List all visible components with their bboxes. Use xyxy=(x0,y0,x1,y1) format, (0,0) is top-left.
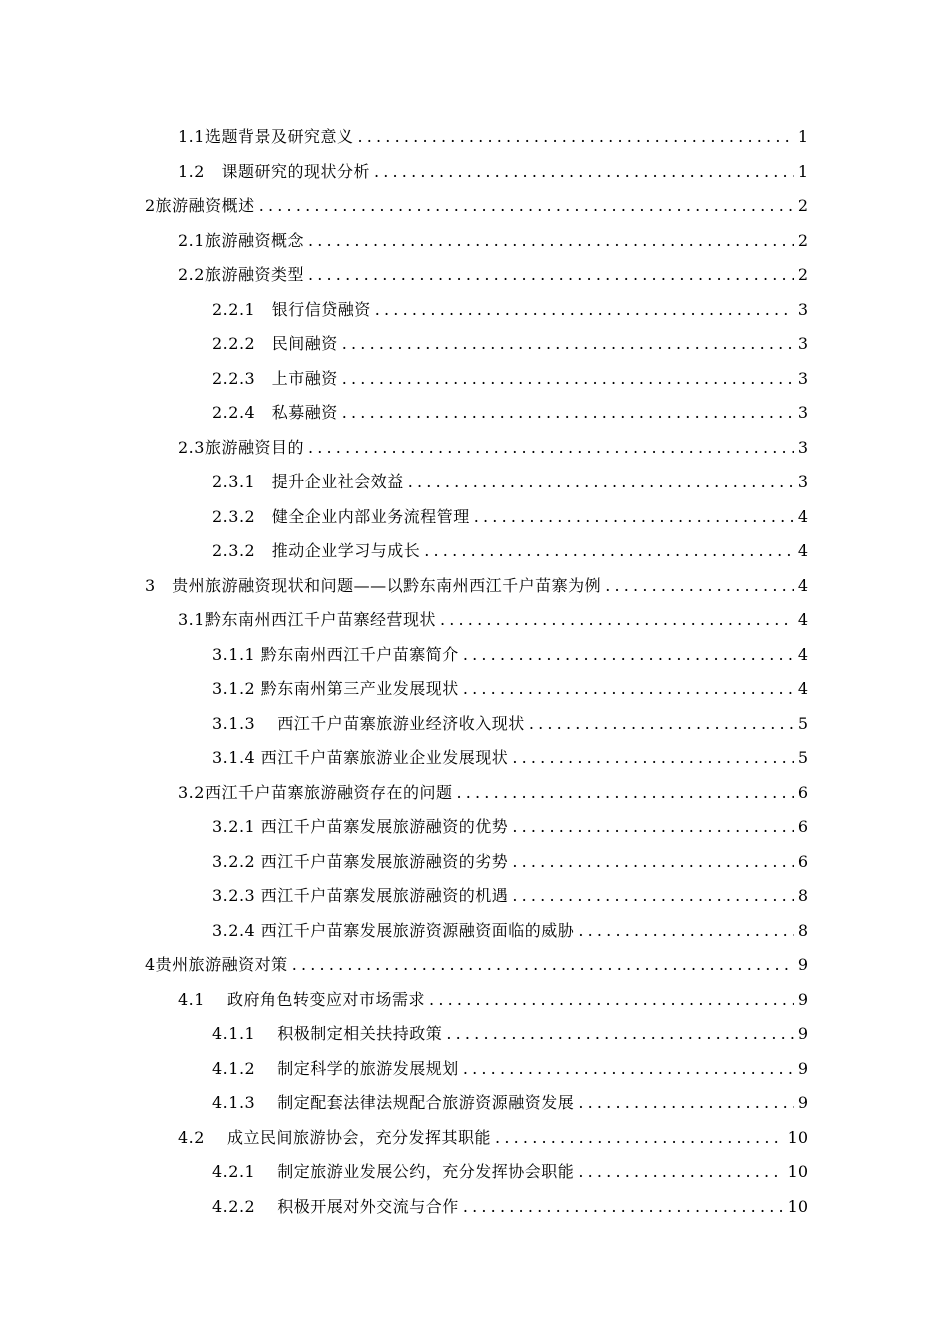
toc-dot-leader xyxy=(578,914,794,949)
toc-entry[interactable] xyxy=(212,1190,808,1225)
toc-entry-title: 4贵州旅游融资对策 xyxy=(145,955,288,974)
toc-entry-page-number: 9 xyxy=(797,989,808,1009)
toc-entry[interactable] xyxy=(212,810,808,845)
toc-dot-leader xyxy=(440,603,794,638)
toc-entry-title: 4.1 政府角色转变应对市场需求 xyxy=(178,989,426,1009)
toc-dot-leader xyxy=(578,1155,783,1190)
toc-entry-page-number: 2 xyxy=(797,265,808,284)
toc-entry-title: 2.2.1 银行信贷融资 xyxy=(212,299,371,319)
toc-entry[interactable] xyxy=(212,845,808,880)
toc-entry-title: 1.2 课题研究的现状分析 xyxy=(178,161,370,181)
toc-entry-page-number: 3 xyxy=(797,334,808,353)
toc-entry-title: 4.2 成立民间旅游协会，充分发挥其职能 xyxy=(178,1127,492,1147)
toc-entry-page-number: 3 xyxy=(797,299,808,319)
toc-entry-page-number: 6 xyxy=(797,851,808,871)
toc-dot-leader xyxy=(342,396,794,431)
toc-entry-title: 2旅游融资概述 xyxy=(145,196,255,215)
toc-dot-leader xyxy=(308,258,794,293)
toc-entry-page-number: 4 xyxy=(797,644,808,664)
toc-entry[interactable] xyxy=(212,327,808,362)
toc-dot-leader xyxy=(512,810,794,845)
toc-entry-title: 1.1选题背景及研究意义 xyxy=(178,127,354,146)
toc-entry-title: 2.3.2 健全企业内部业务流程管理 xyxy=(212,506,470,526)
toc-entry[interactable] xyxy=(178,224,808,259)
toc-dot-leader xyxy=(474,500,794,535)
toc-entry-title: 2.2.3 上市融资 xyxy=(212,368,338,388)
table-of-contents xyxy=(0,120,950,1224)
toc-dot-leader xyxy=(512,879,794,914)
toc-dot-leader xyxy=(456,776,793,811)
toc-entry-page-number: 1 xyxy=(797,161,808,181)
toc-entry-title: 3.1.2 黔东南州第三产业发展现状 xyxy=(212,679,459,698)
toc-entry-page-number: 1 xyxy=(797,127,808,146)
toc-dot-leader xyxy=(495,1121,784,1156)
toc-entry-page-number: 9 xyxy=(797,1093,808,1112)
toc-dot-leader xyxy=(429,983,794,1018)
toc-entry-title: 4.1.3 制定配套法律法规配合旅游资源融资发展 xyxy=(212,1093,575,1112)
toc-entry-page-number: 10 xyxy=(787,1162,808,1181)
toc-entry[interactable] xyxy=(212,672,808,707)
toc-entry[interactable] xyxy=(212,534,808,569)
toc-entry[interactable] xyxy=(212,1017,808,1052)
toc-entry-page-number: 2 xyxy=(797,196,808,215)
toc-entry[interactable] xyxy=(178,120,808,155)
toc-entry[interactable] xyxy=(212,1052,808,1087)
toc-entry-page-number: 3 xyxy=(797,472,808,491)
toc-entry[interactable] xyxy=(145,569,808,604)
toc-dot-leader xyxy=(446,1017,794,1052)
toc-dot-leader xyxy=(374,155,794,190)
toc-entry-page-number: 4 xyxy=(797,575,808,595)
toc-dot-leader xyxy=(292,948,794,983)
toc-entry-page-number: 4 xyxy=(797,610,808,629)
toc-entry[interactable] xyxy=(178,983,808,1018)
toc-entry-page-number: 4 xyxy=(797,506,808,526)
toc-entry-title: 4.1.2 制定科学的旅游发展规划 xyxy=(212,1058,459,1078)
toc-dot-leader xyxy=(342,327,794,362)
toc-entry-page-number: 5 xyxy=(797,713,808,733)
toc-dot-leader xyxy=(463,1190,784,1225)
toc-entry-title: 3.2.2 西江千户苗寨发展旅游融资的劣势 xyxy=(212,851,509,871)
toc-dot-leader xyxy=(408,465,794,500)
toc-entry-title: 2.2.2 民间融资 xyxy=(212,334,338,353)
toc-entry-title: 3.1黔东南州西江千户苗寨经营现状 xyxy=(178,610,436,629)
toc-dot-leader xyxy=(512,845,794,880)
toc-entry[interactable] xyxy=(178,1121,808,1156)
toc-entry-title: 3.2.1 西江千户苗寨发展旅游融资的优势 xyxy=(212,817,509,836)
toc-entry-page-number: 5 xyxy=(797,748,808,767)
toc-entry[interactable] xyxy=(212,500,808,535)
toc-entry[interactable] xyxy=(212,362,808,397)
toc-entry-title: 3.1.4 西江千户苗寨旅游业企业发展现状 xyxy=(212,748,509,767)
toc-entry-title: 4.2.1 制定旅游业发展公约，充分发挥协会职能 xyxy=(212,1162,575,1181)
toc-entry-title: 4.2.2 积极开展对外交流与合作 xyxy=(212,1196,459,1216)
toc-entry[interactable] xyxy=(178,431,808,466)
toc-entry-page-number: 10 xyxy=(787,1196,808,1216)
toc-entry-page-number: 3 xyxy=(797,403,808,422)
toc-entry-title: 3.2.3 西江千户苗寨发展旅游融资的机遇 xyxy=(212,886,509,905)
toc-entry-title: 3 贵州旅游融资现状和问题——以黔东南州西江千户苗寨为例 xyxy=(145,575,602,595)
toc-entry-page-number: 4 xyxy=(797,541,808,560)
toc-dot-leader xyxy=(342,362,794,397)
toc-entry[interactable] xyxy=(145,189,808,224)
toc-entry-title: 2.3.2 推动企业学习与成长 xyxy=(212,541,421,560)
toc-entry-page-number: 2 xyxy=(797,230,808,250)
toc-entry-page-number: 4 xyxy=(797,679,808,698)
toc-dot-leader xyxy=(424,534,794,569)
toc-entry[interactable] xyxy=(212,1155,808,1190)
toc-entry[interactable] xyxy=(212,914,808,949)
toc-dot-leader xyxy=(308,224,794,259)
toc-entry[interactable] xyxy=(212,465,808,500)
toc-entry-page-number: 9 xyxy=(797,1058,808,1078)
toc-entry[interactable] xyxy=(212,1086,808,1121)
toc-entry[interactable] xyxy=(178,776,808,811)
toc-entry-page-number: 3 xyxy=(797,437,808,457)
toc-dot-leader xyxy=(512,741,794,776)
toc-dot-leader xyxy=(463,672,794,707)
toc-dot-leader xyxy=(605,569,794,604)
toc-entry[interactable] xyxy=(178,603,808,638)
toc-dot-leader xyxy=(529,707,794,742)
toc-entry[interactable] xyxy=(212,638,808,673)
toc-entry[interactable] xyxy=(212,879,808,914)
toc-dot-leader xyxy=(308,431,794,466)
toc-entry-title: 2.2.4 私募融资 xyxy=(212,403,338,422)
toc-dot-leader xyxy=(357,120,793,155)
toc-entry-page-number: 6 xyxy=(797,817,808,836)
toc-entry[interactable] xyxy=(178,258,808,293)
toc-entry-page-number: 9 xyxy=(797,1024,808,1043)
toc-entry[interactable] xyxy=(212,741,808,776)
toc-entry[interactable] xyxy=(145,948,808,983)
toc-entry-title: 3.1.3 西江千户苗寨旅游业经济收入现状 xyxy=(212,713,525,733)
toc-entry[interactable] xyxy=(212,396,808,431)
toc-entry-title: 2.2旅游融资类型 xyxy=(178,265,304,284)
toc-entry-page-number: 10 xyxy=(787,1127,808,1147)
toc-entry-page-number: 8 xyxy=(797,886,808,905)
toc-entry-page-number: 8 xyxy=(797,920,808,940)
toc-dot-leader xyxy=(375,293,794,328)
toc-entry-page-number: 9 xyxy=(797,955,808,974)
toc-entry-title: 4.1.1 积极制定相关扶持政策 xyxy=(212,1024,443,1043)
toc-entry-page-number: 3 xyxy=(797,368,808,388)
toc-entry-page-number: 6 xyxy=(797,782,808,802)
toc-dot-leader xyxy=(463,638,794,673)
toc-dot-leader xyxy=(463,1052,794,1087)
toc-entry[interactable] xyxy=(178,155,808,190)
toc-dot-leader xyxy=(578,1086,794,1121)
toc-entry-title: 2.3.1 提升企业社会效益 xyxy=(212,472,404,491)
toc-entry-title: 3.2西江千户苗寨旅游融资存在的问题 xyxy=(178,782,453,802)
toc-entry-title: 2.1旅游融资概念 xyxy=(178,230,304,250)
toc-entry-title: 3.1.1 黔东南州西江千户苗寨简介 xyxy=(212,644,459,664)
toc-entry-title: 3.2.4 西江千户苗寨发展旅游资源融资面临的威胁 xyxy=(212,920,575,940)
toc-dot-leader xyxy=(259,189,794,224)
toc-entry[interactable] xyxy=(212,707,808,742)
toc-entry-title: 2.3旅游融资目的 xyxy=(178,437,304,457)
toc-entry[interactable] xyxy=(212,293,808,328)
